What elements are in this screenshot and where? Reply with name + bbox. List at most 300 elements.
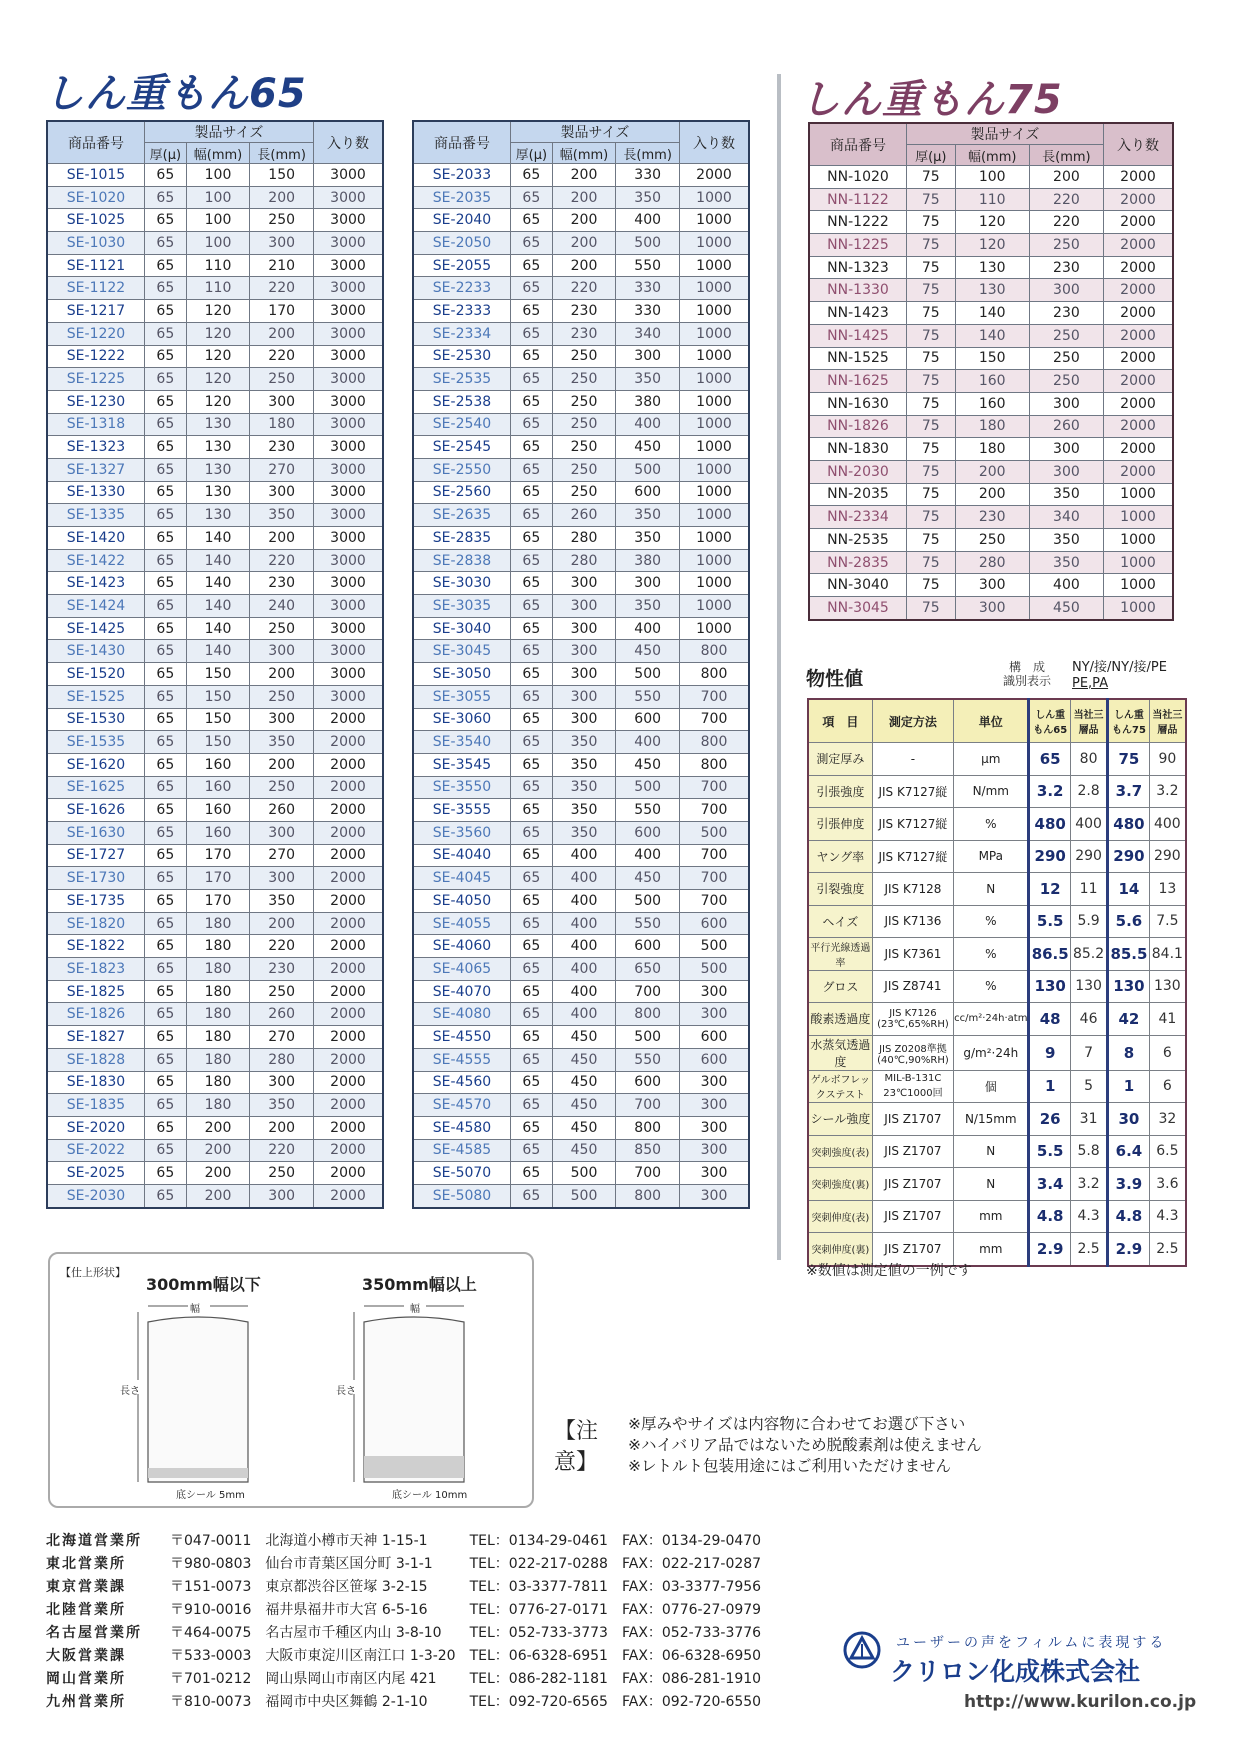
table-cell: 2000 [314,708,384,731]
table-cell: 230 [1029,302,1103,325]
table-cell: 230 [955,506,1029,529]
product-code-cell: NN-1323 [809,256,907,279]
table-cell: 340 [616,322,680,345]
office-fax: FAX：022-217-0287 [621,1555,762,1572]
product-code-cell: SE-1620 [47,753,145,776]
product-code-cell: SE-2050 [413,232,511,255]
office-fax: FAX：0134-29-0470 [621,1532,762,1549]
table-cell: 75 [907,302,956,325]
table-cell: 65 [511,254,553,277]
table-cell: 65 [511,186,553,209]
table-cell: 240 [250,595,314,618]
table-cell: 550 [616,685,680,708]
table-cell: 65 [511,572,553,595]
prop-cell: 個 [954,1070,1029,1103]
prop-cell: N [954,1168,1029,1201]
table-cell: 1000 [680,186,750,209]
table-cell: 220 [250,935,314,958]
table-row [809,166,1173,189]
table-cell: 300 [552,685,616,708]
table-cell: 700 [680,799,750,822]
table-cell: 300 [552,708,616,731]
prop-cell: 3.6 [1149,1168,1186,1201]
table-cell: 2000 [314,935,384,958]
prop-cell: 290 [1070,840,1107,873]
small-bag-title: 300mm幅以下 [146,1275,261,1294]
prop-cell: 65 [1029,743,1071,776]
table-cell: 3000 [314,232,384,255]
table-cell: 200 [186,1116,250,1139]
table-row [47,1116,383,1139]
product-code-cell: NN-2334 [809,506,907,529]
table-cell: 75 [907,370,956,393]
table-cell: 330 [616,164,680,187]
prop-cell: cc/m²·24h·atm [954,1003,1029,1036]
product-code-cell: SE-2545 [413,436,511,459]
table-cell: 140 [186,527,250,550]
table-cell: 200 [552,164,616,187]
table-cell: 1000 [680,436,750,459]
table-cell: 300 [955,574,1029,597]
prop-cell: 480 [1108,808,1150,841]
office-row [46,1574,775,1597]
product-code-cell: NN-2035 [809,483,907,506]
table-cell: 65 [145,980,187,1003]
table-cell: 600 [680,1048,750,1071]
office-name: 北陸営業所 [46,1601,126,1618]
table-cell: 400 [1029,574,1103,597]
prop-cell: 30 [1108,1103,1150,1136]
table-cell: 400 [616,844,680,867]
product-code-cell: NN-1525 [809,347,907,370]
table-cell: 1000 [1104,574,1174,597]
table-cell: 75 [907,347,956,370]
table-cell: 1000 [680,368,750,391]
table-cell: 160 [955,370,1029,393]
office-zip: 〒910-0016 [170,1601,252,1618]
table-cell: 110 [186,254,250,277]
table-cell: 65 [145,458,187,481]
table-cell: 300 [552,663,616,686]
office-name: 北海道営業所 [46,1532,142,1549]
table-cell: 700 [680,708,750,731]
properties-title: 物性値 [806,668,864,690]
table-cell: 170 [250,300,314,323]
table-cell: 65 [511,731,553,754]
table-cell: 250 [250,776,314,799]
header-length: 長(mm) [616,143,680,164]
product-code-cell: SE-1520 [47,663,145,686]
table-cell: 1000 [1104,506,1174,529]
table-cell: 270 [250,1026,314,1049]
table-cell: 200 [250,1116,314,1139]
table-cell: 2000 [314,1026,384,1049]
table-cell: 65 [511,209,553,232]
finish-shape-tag: 【仕上形状】 [60,1266,126,1279]
table-cell: 65 [145,1048,187,1071]
table-cell: 600 [616,481,680,504]
table-cell: 65 [145,322,187,345]
office-zip: 〒151-0073 [170,1578,252,1595]
office-zip: 〒533-0003 [170,1647,252,1664]
table-cell: 3000 [314,663,384,686]
table-cell: 2000 [1104,166,1174,189]
prop-cell: μm [954,743,1029,776]
table-cell: 1000 [680,232,750,255]
prop-cell: 引裂強度 [808,873,872,906]
table-row [47,663,383,686]
prop-cell: mm [954,1233,1029,1266]
table-cell: 700 [616,1094,680,1117]
product-code-cell: SE-1822 [47,935,145,958]
properties-table [807,698,1187,1267]
table-cell: 300 [616,572,680,595]
table-cell: 3000 [314,458,384,481]
table-cell: 700 [616,1162,680,1185]
product-code-cell: NN-1630 [809,392,907,415]
large-bag-title: 350mm幅以上 [362,1275,477,1294]
table-cell: 450 [616,436,680,459]
se-size-table-left [46,120,384,1209]
table-cell: 140 [186,549,250,572]
table-row [809,597,1173,620]
product-code-cell: SE-2835 [413,527,511,550]
table-cell: 300 [1029,392,1103,415]
caution-lines [628,1414,982,1477]
table-cell: 140 [955,302,1029,325]
table-cell: 350 [616,595,680,618]
table-cell: 170 [186,867,250,890]
table-cell: 2000 [314,912,384,935]
prop-cell: 42 [1108,1003,1150,1036]
table-cell: 270 [250,458,314,481]
product-code-cell: SE-1730 [47,867,145,890]
table-row [47,1184,383,1207]
table-cell: 3000 [314,345,384,368]
table-cell: 2000 [314,958,384,981]
table-row [47,867,383,890]
table-cell: 400 [616,209,680,232]
prop-row [808,1035,1186,1070]
table-cell: 65 [145,1003,187,1026]
table-cell: 550 [616,254,680,277]
table-cell: 2000 [1104,370,1174,393]
table-cell: 65 [145,821,187,844]
table-row [413,527,749,550]
table-row [413,368,749,391]
table-cell: 2000 [314,1003,384,1026]
table-cell: 65 [511,595,553,618]
product-code-cell: SE-4045 [413,867,511,890]
product-code-cell: SE-3050 [413,663,511,686]
table-row [47,572,383,595]
table-cell: 65 [511,685,553,708]
prop-row [808,1200,1186,1233]
table-row [809,551,1173,574]
properties-note: ※数値は測定値の一例です [806,1263,972,1279]
table-cell: 250 [552,481,616,504]
table-cell: 65 [511,776,553,799]
product-code-cell: SE-5070 [413,1162,511,1185]
table-cell: 65 [145,232,187,255]
header-thickness: 厚(μ) [511,143,553,164]
table-cell: 350 [616,527,680,550]
office-name: 九州営業所 [46,1693,126,1710]
prop-cell: JIS Z1707 [872,1233,953,1266]
table-cell: 1000 [1104,551,1174,574]
table-row [413,708,749,731]
table-cell: 65 [511,300,553,323]
table-cell: 250 [250,617,314,640]
table-row [47,368,383,391]
table-row [47,1026,383,1049]
table-cell: 400 [552,1003,616,1026]
table-cell: 220 [1029,211,1103,234]
table-cell: 350 [1029,529,1103,552]
table-cell: 65 [145,731,187,754]
table-cell: 300 [250,867,314,890]
table-cell: 200 [186,1139,250,1162]
table-row [809,279,1173,302]
table-cell: 300 [680,1184,750,1207]
office-name: 東北営業所 [46,1555,126,1572]
table-cell: 140 [955,324,1029,347]
table-cell: 230 [250,572,314,595]
product-code-cell: SE-1230 [47,390,145,413]
table-cell: 250 [1029,370,1103,393]
table-cell: 260 [250,799,314,822]
prop-cell: N/mm [954,775,1029,808]
prop-cell: 2.5 [1149,1233,1186,1266]
table-cell: 200 [250,527,314,550]
table-cell: 700 [680,867,750,890]
prop-cell: グロス [808,970,872,1003]
table-cell: 140 [186,617,250,640]
table-cell: 220 [250,277,314,300]
table-cell: 280 [552,527,616,550]
table-cell: 65 [511,1116,553,1139]
product-code-cell: NN-3045 [809,597,907,620]
table-cell: 65 [145,164,187,187]
prop-cell: 2.5 [1070,1233,1107,1266]
company-logo-icon [840,1630,884,1670]
table-cell: 300 [680,1094,750,1117]
table-cell: 200 [955,460,1029,483]
table-cell: 500 [680,935,750,958]
table-row [47,209,383,232]
table-cell: 3000 [314,595,384,618]
table-cell: 200 [250,753,314,776]
table-cell: 1000 [680,413,750,436]
prop-row [808,1003,1186,1036]
product-code-cell: SE-1420 [47,527,145,550]
table-cell: 75 [907,279,956,302]
table-row [47,254,383,277]
table-cell: 220 [1029,188,1103,211]
table-row [47,595,383,618]
prop-cell: 5.9 [1070,905,1107,938]
prop-cell: 31 [1070,1103,1107,1136]
office-row [46,1689,775,1712]
prop-cell: 46 [1070,1003,1107,1036]
product-code-cell: SE-2055 [413,254,511,277]
prop-cell: JIS Z1707 [872,1103,953,1136]
table-cell: 2000 [1104,415,1174,438]
table-cell: 3000 [314,549,384,572]
table-row [413,753,749,776]
table-cell: 3000 [314,254,384,277]
header-code: 商品番号 [809,123,907,166]
header-thickness: 厚(μ) [145,143,187,164]
table-row [413,980,749,1003]
prop-row [808,1168,1186,1201]
table-row [809,415,1173,438]
table-cell: 350 [552,776,616,799]
table-cell: 180 [186,1048,250,1071]
table-cell: 65 [511,504,553,527]
table-cell: 180 [186,958,250,981]
table-cell: 350 [552,753,616,776]
prop-row [808,938,1186,971]
se-size-table-right [412,120,750,1209]
table-cell: 500 [616,458,680,481]
product-code-cell: SE-3035 [413,595,511,618]
caution-tag: 【注意】 [554,1419,599,1475]
office-zip: 〒701-0212 [170,1670,252,1687]
table-cell: 100 [186,209,250,232]
product-code-cell: SE-1225 [47,368,145,391]
prop-cell: 測定厚み [808,743,872,776]
table-row [413,685,749,708]
table-cell: 230 [552,322,616,345]
prop-cell: 41 [1149,1003,1186,1036]
table-cell: 65 [145,413,187,436]
product-code-cell: SE-3560 [413,821,511,844]
table-cell: 2000 [1104,279,1174,302]
company-url: http://www.kurilon.co.jp [964,1692,1197,1712]
table-cell: 300 [250,821,314,844]
product-code-cell: SE-1330 [47,481,145,504]
table-row [47,958,383,981]
table-cell: 500 [616,232,680,255]
prop-header: 単位 [954,699,1029,743]
table-cell: 300 [552,617,616,640]
table-cell: 230 [250,958,314,981]
table-cell: 3000 [314,368,384,391]
table-cell: 65 [511,640,553,663]
product-code-cell: SE-1318 [47,413,145,436]
table-cell: 250 [552,390,616,413]
table-cell: 250 [552,458,616,481]
section-divider [777,74,781,1260]
prop-cell: 突刺伸度(裏) [808,1233,872,1266]
product-code-cell: SE-3030 [413,572,511,595]
table-cell: 350 [552,799,616,822]
table-cell: 2000 [314,1071,384,1094]
table-cell: 65 [511,663,553,686]
table-cell: 200 [250,322,314,345]
table-cell: 350 [616,186,680,209]
product-code-cell: SE-1217 [47,300,145,323]
table-row [47,912,383,935]
table-cell: 380 [616,390,680,413]
prop-cell: 1 [1029,1070,1071,1103]
prop-cell: JIS K7127縦 [872,775,953,808]
table-cell: 2000 [314,799,384,822]
table-cell: 600 [616,935,680,958]
product-code-cell: SE-1020 [47,186,145,209]
table-cell: 3000 [314,436,384,459]
table-cell: 450 [1029,597,1103,620]
table-row [47,527,383,550]
table-cell: 65 [145,1139,187,1162]
table-row [413,322,749,345]
table-row [413,1184,749,1207]
table-row [47,617,383,640]
table-cell: 260 [1029,415,1103,438]
prop-cell: 水蒸気透過度 [808,1035,872,1070]
table-row [413,164,749,187]
product-code-cell: SE-2025 [47,1162,145,1185]
table-row [809,438,1173,461]
prop-cell: MPa [954,840,1029,873]
prop-cell: 48 [1029,1003,1071,1036]
table-cell: 130 [955,279,1029,302]
prop-cell: 3.2 [1029,775,1071,808]
prop-cell: JIS Z8741 [872,970,953,1003]
product-code-cell: NN-1625 [809,370,907,393]
product-code-cell: SE-1823 [47,958,145,981]
table-cell: 300 [680,1139,750,1162]
prop-cell: 290 [1029,840,1071,873]
table-cell: 3000 [314,186,384,209]
prop-header: しん重もん65 [1029,699,1071,743]
table-row [413,595,749,618]
table-row [809,392,1173,415]
prop-cell: 11 [1070,873,1107,906]
table-cell: 65 [145,617,187,640]
table-cell: 1000 [680,390,750,413]
table-cell: 300 [680,1162,750,1185]
table-cell: 65 [511,1003,553,1026]
table-row [413,1116,749,1139]
product-code-cell: SE-1825 [47,980,145,1003]
table-cell: 1000 [1104,529,1174,552]
table-cell: 800 [680,640,750,663]
table-cell: 350 [250,504,314,527]
office-row [46,1528,775,1551]
table-cell: 100 [186,164,250,187]
table-cell: 65 [145,708,187,731]
product-code-cell: SE-1830 [47,1071,145,1094]
table-cell: 180 [186,912,250,935]
table-row [809,370,1173,393]
table-cell: 850 [616,1139,680,1162]
table-cell: 200 [552,186,616,209]
prop-cell: 4.8 [1108,1200,1150,1233]
product-code-cell: NN-1830 [809,438,907,461]
table-cell: 75 [907,256,956,279]
product-code-cell: NN-1222 [809,211,907,234]
table-cell: 1000 [680,481,750,504]
prop-cell: 突刺強度(裏) [808,1168,872,1201]
table-cell: 250 [250,368,314,391]
table-cell: 500 [552,1162,616,1185]
product-code-cell: NN-1425 [809,324,907,347]
header-length: 長(mm) [1029,145,1103,166]
table-row [413,209,749,232]
table-cell: 3000 [314,390,384,413]
